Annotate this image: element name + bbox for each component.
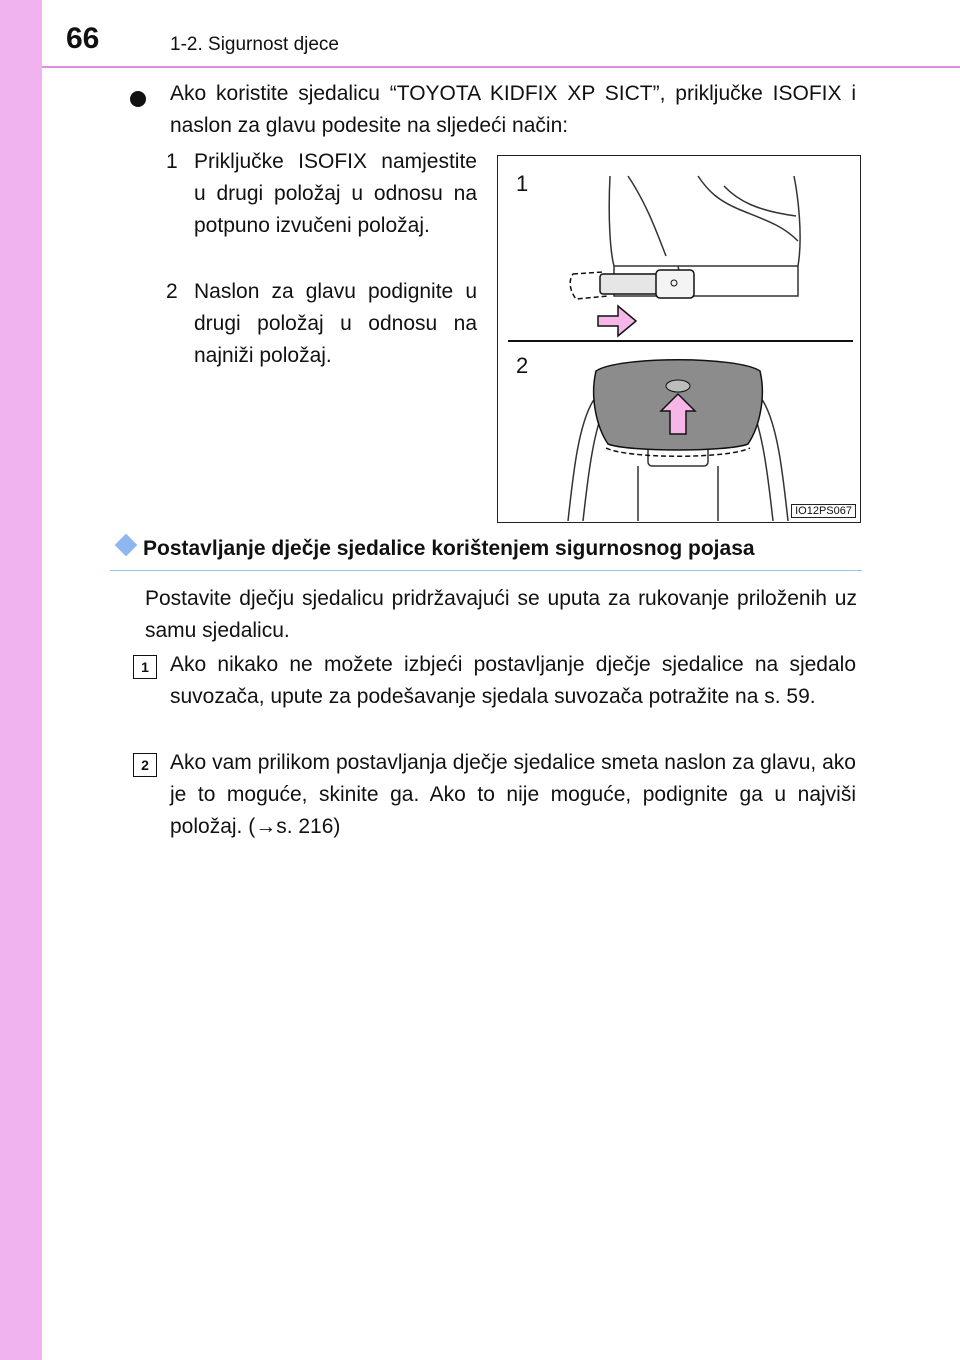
step-number: 1	[166, 150, 178, 173]
bullet-icon	[130, 91, 146, 107]
header-divider	[42, 66, 960, 68]
step-number: 2	[166, 280, 178, 303]
arrow-right-icon	[598, 306, 636, 336]
page-number: 66	[66, 22, 100, 55]
chapter-tab-strip	[0, 0, 42, 1360]
section-title: 1-2. Sigurnost djece	[170, 34, 339, 55]
diamond-icon	[115, 534, 138, 557]
illustration-figure	[497, 155, 861, 523]
list-number-box: 1	[133, 655, 157, 679]
bullet-paragraph: Ako koristite sjedalicu “TOYOTA KIDFIX XP SICT”, priključke ISOFIX i naslon za glavu podesite na sljedeći način:	[170, 82, 856, 137]
subsection-rule	[110, 570, 862, 571]
list-number-box: 2	[133, 753, 157, 777]
subsection-title: Postavljanje dječje sjedalice korištenjem sigurnosnog pojasa	[143, 537, 755, 560]
intro-paragraph: Postavite dječju sjedalicu pridržavajući se uputa za rukovanje priloženih uz samu sjedalicu.	[145, 587, 857, 642]
list-item-text: Ako vam prilikom postavljanja dječje sjedalice smeta naslon za glavu, ako je to moguće, skinite ga. Ako to nije moguće, podignite ga u najviši položaj. (→s. 216)	[170, 751, 856, 838]
page-header	[42, 0, 960, 68]
step-text: Naslon za glavu podignite u drugi položaj u odnosu na najniži položaj.	[194, 280, 477, 367]
figure-label-2: 2	[516, 353, 529, 378]
list-item-text: Ako nikako ne možete izbjeći postavljanje dječje sjedalice na sjedalo suvozača, upute za podešavanje sjedala suvozača potražite na s. 59.	[170, 653, 856, 708]
isofix-connector-drawing	[570, 270, 694, 299]
isofix-headrest-illustration	[498, 156, 859, 521]
step-text: Priključke ISOFIX namjestite u drugi položaj u odnosu na potpuno izvučeni položaj.	[194, 150, 477, 237]
figure-label-1: 1	[516, 171, 529, 196]
figure-code: IO12PS067	[791, 504, 856, 518]
